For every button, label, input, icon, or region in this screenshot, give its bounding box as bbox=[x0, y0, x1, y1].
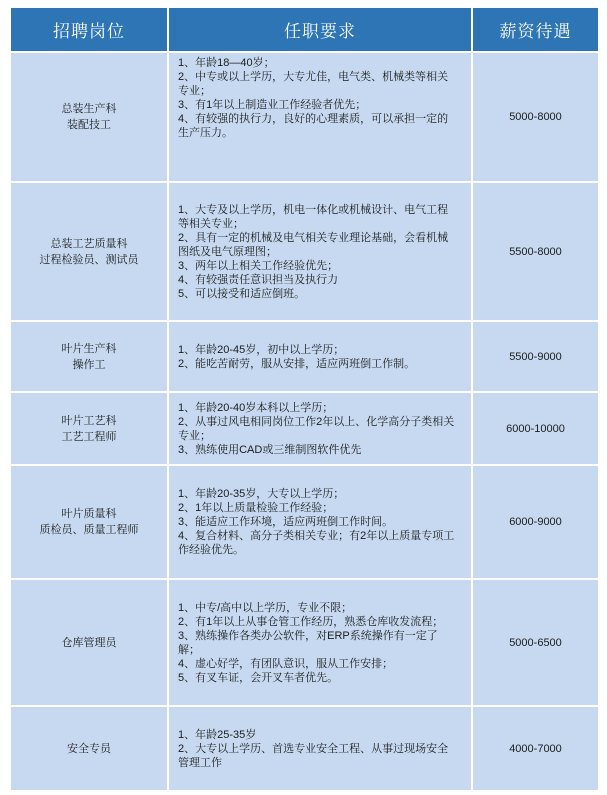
salary-value: 5500-8000 bbox=[509, 245, 562, 258]
table-row bbox=[11, 183, 598, 320]
requirement-item: 4、复合材料、高分子类相关专业；有2年以上质量专项工作经验优先。 bbox=[178, 530, 455, 556]
position-title: 工艺工程师 bbox=[61, 430, 117, 443]
requirement-item: 1、年龄20-45岁，初中以上学历； bbox=[178, 343, 345, 356]
requirement-item: 1、大专及以上学历，机电一体化或机械设计、电气工程等相关专业； bbox=[178, 203, 449, 230]
salary-value: 5000-8000 bbox=[509, 111, 562, 123]
position-cell bbox=[11, 322, 167, 391]
salary-value: 5500-9000 bbox=[509, 350, 562, 363]
table-row bbox=[11, 393, 598, 464]
table-row bbox=[11, 707, 598, 790]
position-title: 总装工艺质量科 bbox=[50, 237, 128, 250]
requirements-cell bbox=[169, 393, 471, 464]
salary-cell bbox=[473, 466, 598, 578]
position-title: 叶片生产科 bbox=[61, 342, 117, 355]
salary-cell bbox=[473, 393, 598, 464]
requirements-cell bbox=[169, 183, 471, 320]
requirement-item: 4、有较强的执行力，良好的心理素质，可以承担一定的生产压力。 bbox=[178, 113, 449, 139]
salary-value: 5000-6500 bbox=[509, 636, 562, 649]
salary-value: 4000-7000 bbox=[509, 742, 562, 755]
salary-value: 6000-10000 bbox=[506, 422, 565, 435]
position-title: 仓库管理员 bbox=[61, 636, 117, 649]
requirement-item: 1、中专/高中以上学历，专业不限； bbox=[178, 601, 353, 614]
requirement-item: 5、有叉车证，会开叉车者优先。 bbox=[178, 671, 339, 684]
position-title: 叶片工艺科 bbox=[61, 414, 117, 427]
position-cell bbox=[11, 53, 167, 181]
requirement-item: 3、熟练操作各类办公软件，对ERP系统操作有一定了解； bbox=[178, 629, 438, 656]
requirements-cell bbox=[169, 707, 471, 790]
table-row bbox=[11, 466, 598, 578]
position-cell bbox=[11, 707, 167, 790]
table-row bbox=[11, 53, 598, 181]
salary-cell bbox=[473, 53, 598, 181]
requirement-item: 2、中专或以上学历，大专尤佳，电气类、机械类等相关专业； bbox=[178, 71, 449, 97]
salary-cell bbox=[473, 707, 598, 790]
requirement-item: 2、从事过风电相同岗位工作2年以上、化学高分子类相关专业； bbox=[178, 415, 455, 442]
salary-cell bbox=[473, 183, 598, 320]
requirements-list bbox=[178, 487, 459, 557]
requirements-cell bbox=[169, 466, 471, 578]
requirements-list bbox=[178, 601, 459, 685]
requirement-item: 2、具有一定的机械及电气相关专业理论基础，会看机械图纸及电气原理图； bbox=[178, 231, 449, 258]
header-salary: 薪资待遇 bbox=[473, 8, 598, 51]
table-row bbox=[11, 580, 598, 705]
requirement-item: 3、熟练使用CAD或三维制图软件优先 bbox=[178, 443, 362, 456]
requirements-list bbox=[178, 401, 459, 457]
position-title: 总装生产科 bbox=[61, 103, 117, 115]
requirement-item: 5、可以接受和适应倒班。 bbox=[178, 287, 306, 300]
requirement-item: 1、年龄20-40岁本科以上学历； bbox=[178, 401, 334, 414]
position-title: 质检员、质量工程师 bbox=[39, 524, 139, 536]
position-cell bbox=[11, 466, 167, 578]
position-cell bbox=[11, 580, 167, 705]
requirement-item: 1、年龄20-35岁，大专以上学历； bbox=[178, 488, 345, 500]
salary-cell bbox=[473, 580, 598, 705]
position-cell bbox=[11, 183, 167, 320]
requirement-item: 4、虚心好学，有团队意识，服从工作安排； bbox=[178, 657, 394, 670]
requirement-item: 1、年龄18—40岁； bbox=[178, 57, 275, 69]
header-requirements: 任职要求 bbox=[169, 8, 471, 51]
requirements-cell bbox=[169, 322, 471, 391]
requirements-cell bbox=[169, 580, 471, 705]
position-title: 叶片质量科 bbox=[61, 508, 117, 520]
requirement-item: 2、能吃苦耐劳，服从安排，适应两班倒工作制。 bbox=[178, 357, 416, 370]
position-title: 过程检验员、测试员 bbox=[39, 253, 139, 266]
requirement-item: 2、1年以上质量检验工作经验； bbox=[178, 502, 334, 514]
requirements-list bbox=[178, 203, 459, 301]
requirement-item: 4、有较强责任意识担当及执行力 bbox=[178, 273, 339, 286]
requirement-item: 3、能适应工作环境，适应两班倒工作时间。 bbox=[178, 516, 394, 528]
table-row bbox=[11, 322, 598, 391]
requirements-list bbox=[178, 343, 459, 371]
requirement-item: 3、有1年以上制造业工作经验者优先； bbox=[178, 99, 367, 111]
requirements-list bbox=[178, 728, 459, 770]
salary-value: 6000-9000 bbox=[509, 516, 562, 528]
requirement-item: 1、年龄25-35岁 bbox=[178, 728, 257, 741]
requirements-cell bbox=[169, 53, 471, 181]
requirement-item: 2、大专以上学历、首选专业安全工程、从事过现场安全管理工作 bbox=[178, 742, 449, 769]
requirement-item: 3、两年以上相关工作经验优先； bbox=[178, 259, 339, 272]
position-cell bbox=[11, 393, 167, 464]
position-title: 装配技工 bbox=[67, 119, 111, 131]
requirement-item: 2、有1年以上从事仓管工作经历，熟悉仓库收发流程； bbox=[178, 615, 444, 628]
header-position: 招聘岗位 bbox=[11, 8, 167, 51]
position-title: 操作工 bbox=[72, 358, 106, 371]
job-table bbox=[11, 8, 598, 790]
table-header-row bbox=[11, 8, 598, 51]
requirements-list bbox=[178, 56, 459, 140]
position-title: 安全专员 bbox=[67, 742, 111, 755]
salary-cell bbox=[473, 322, 598, 391]
